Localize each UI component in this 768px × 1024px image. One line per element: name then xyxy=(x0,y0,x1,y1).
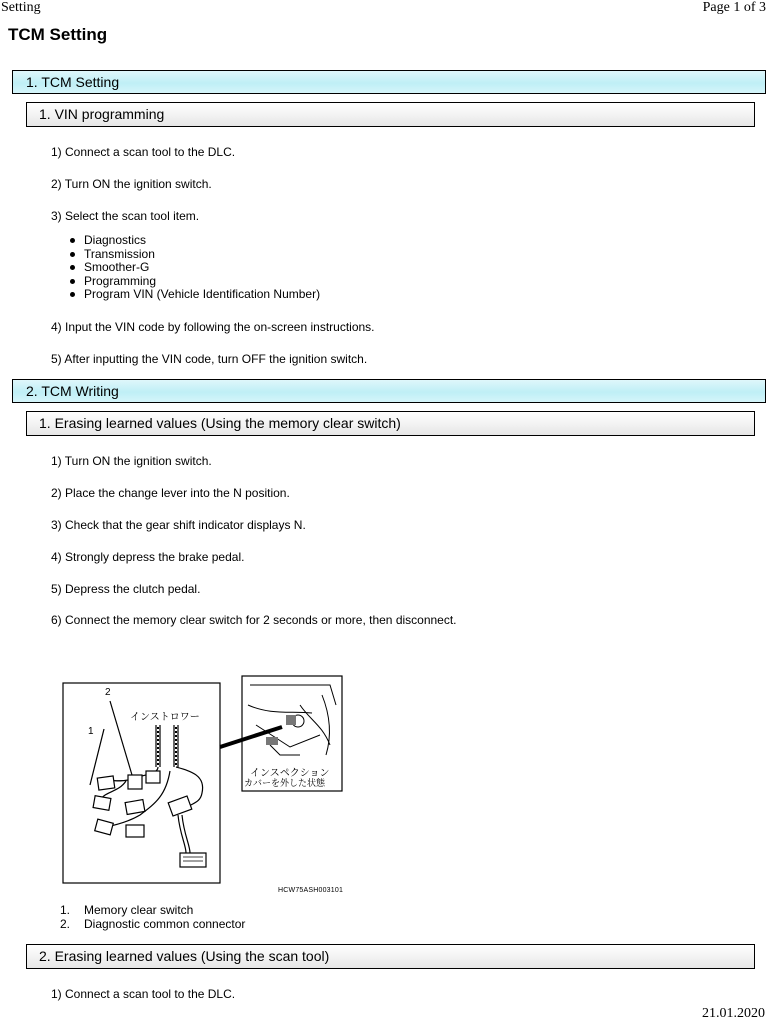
subsection-heading-vin-programming: 1. VIN programming xyxy=(26,102,755,127)
list-item: Diagnostics xyxy=(70,234,320,248)
figure-code: HCW75ASH003101 xyxy=(278,887,344,894)
callout-number: 2 xyxy=(105,687,111,698)
step-text: 1) Connect a scan tool to the DLC. xyxy=(51,987,236,1001)
step-text: 2) Turn ON the ignition switch. xyxy=(51,177,212,191)
step-text: 1) Turn ON the ignition switch. xyxy=(51,454,212,468)
step-text: 5) Depress the clutch pedal. xyxy=(51,582,201,596)
list-item: Programming xyxy=(70,275,320,289)
step-text: 6) Connect the memory clear switch for 2 seconds or more, then disconnect. xyxy=(51,613,457,627)
step-text: 2) Place the change lever into the N position. xyxy=(51,486,290,500)
wiring-figure xyxy=(60,675,360,890)
footer-date: 21.01.2020 xyxy=(702,1006,765,1021)
step-text: 3) Select the scan tool item. xyxy=(51,209,200,223)
scan-tool-item-list xyxy=(70,234,320,302)
step-text: 5) After inputting the VIN code, turn OFF the ignition switch. xyxy=(51,352,368,366)
figure-label-panel: インストロワー xyxy=(130,712,200,723)
page-number: Page 1 of 3 xyxy=(702,0,766,15)
step-text: 1) Connect a scan tool to the DLC. xyxy=(51,145,236,159)
section-heading-tcm-setting: 1. TCM Setting xyxy=(12,70,766,94)
page-header-title: Setting xyxy=(1,0,41,15)
step-text: 4) Input the VIN code by following the on-screen instructions. xyxy=(51,320,375,334)
subsection-heading-scan-tool: 2. Erasing learned values (Using the scan tool) xyxy=(26,944,755,969)
list-item: Transmission xyxy=(70,248,320,262)
list-item: 2. Diagnostic common connector xyxy=(60,916,246,931)
figure-legend xyxy=(60,904,245,931)
document-title: TCM Setting xyxy=(8,25,108,44)
figure-label-inspection: インスペクション xyxy=(250,768,330,779)
step-text: 4) Strongly depress the brake pedal. xyxy=(51,550,245,564)
section-heading-tcm-writing: 2. TCM Writing xyxy=(12,379,766,403)
list-item: 1. Memory clear switch xyxy=(60,903,194,917)
list-item: Program VIN (Vehicle Identification Number) xyxy=(70,288,320,302)
figure-label-inspection-cover: カバーを外した状態 xyxy=(244,779,326,789)
callout-number: 1 xyxy=(88,726,94,737)
subsection-heading-memory-clear-switch: 1. Erasing learned values (Using the memory clear switch) xyxy=(26,411,755,436)
list-item: Smoother-G xyxy=(70,261,320,275)
step-text: 3) Check that the gear shift indicator displays N. xyxy=(51,518,306,532)
